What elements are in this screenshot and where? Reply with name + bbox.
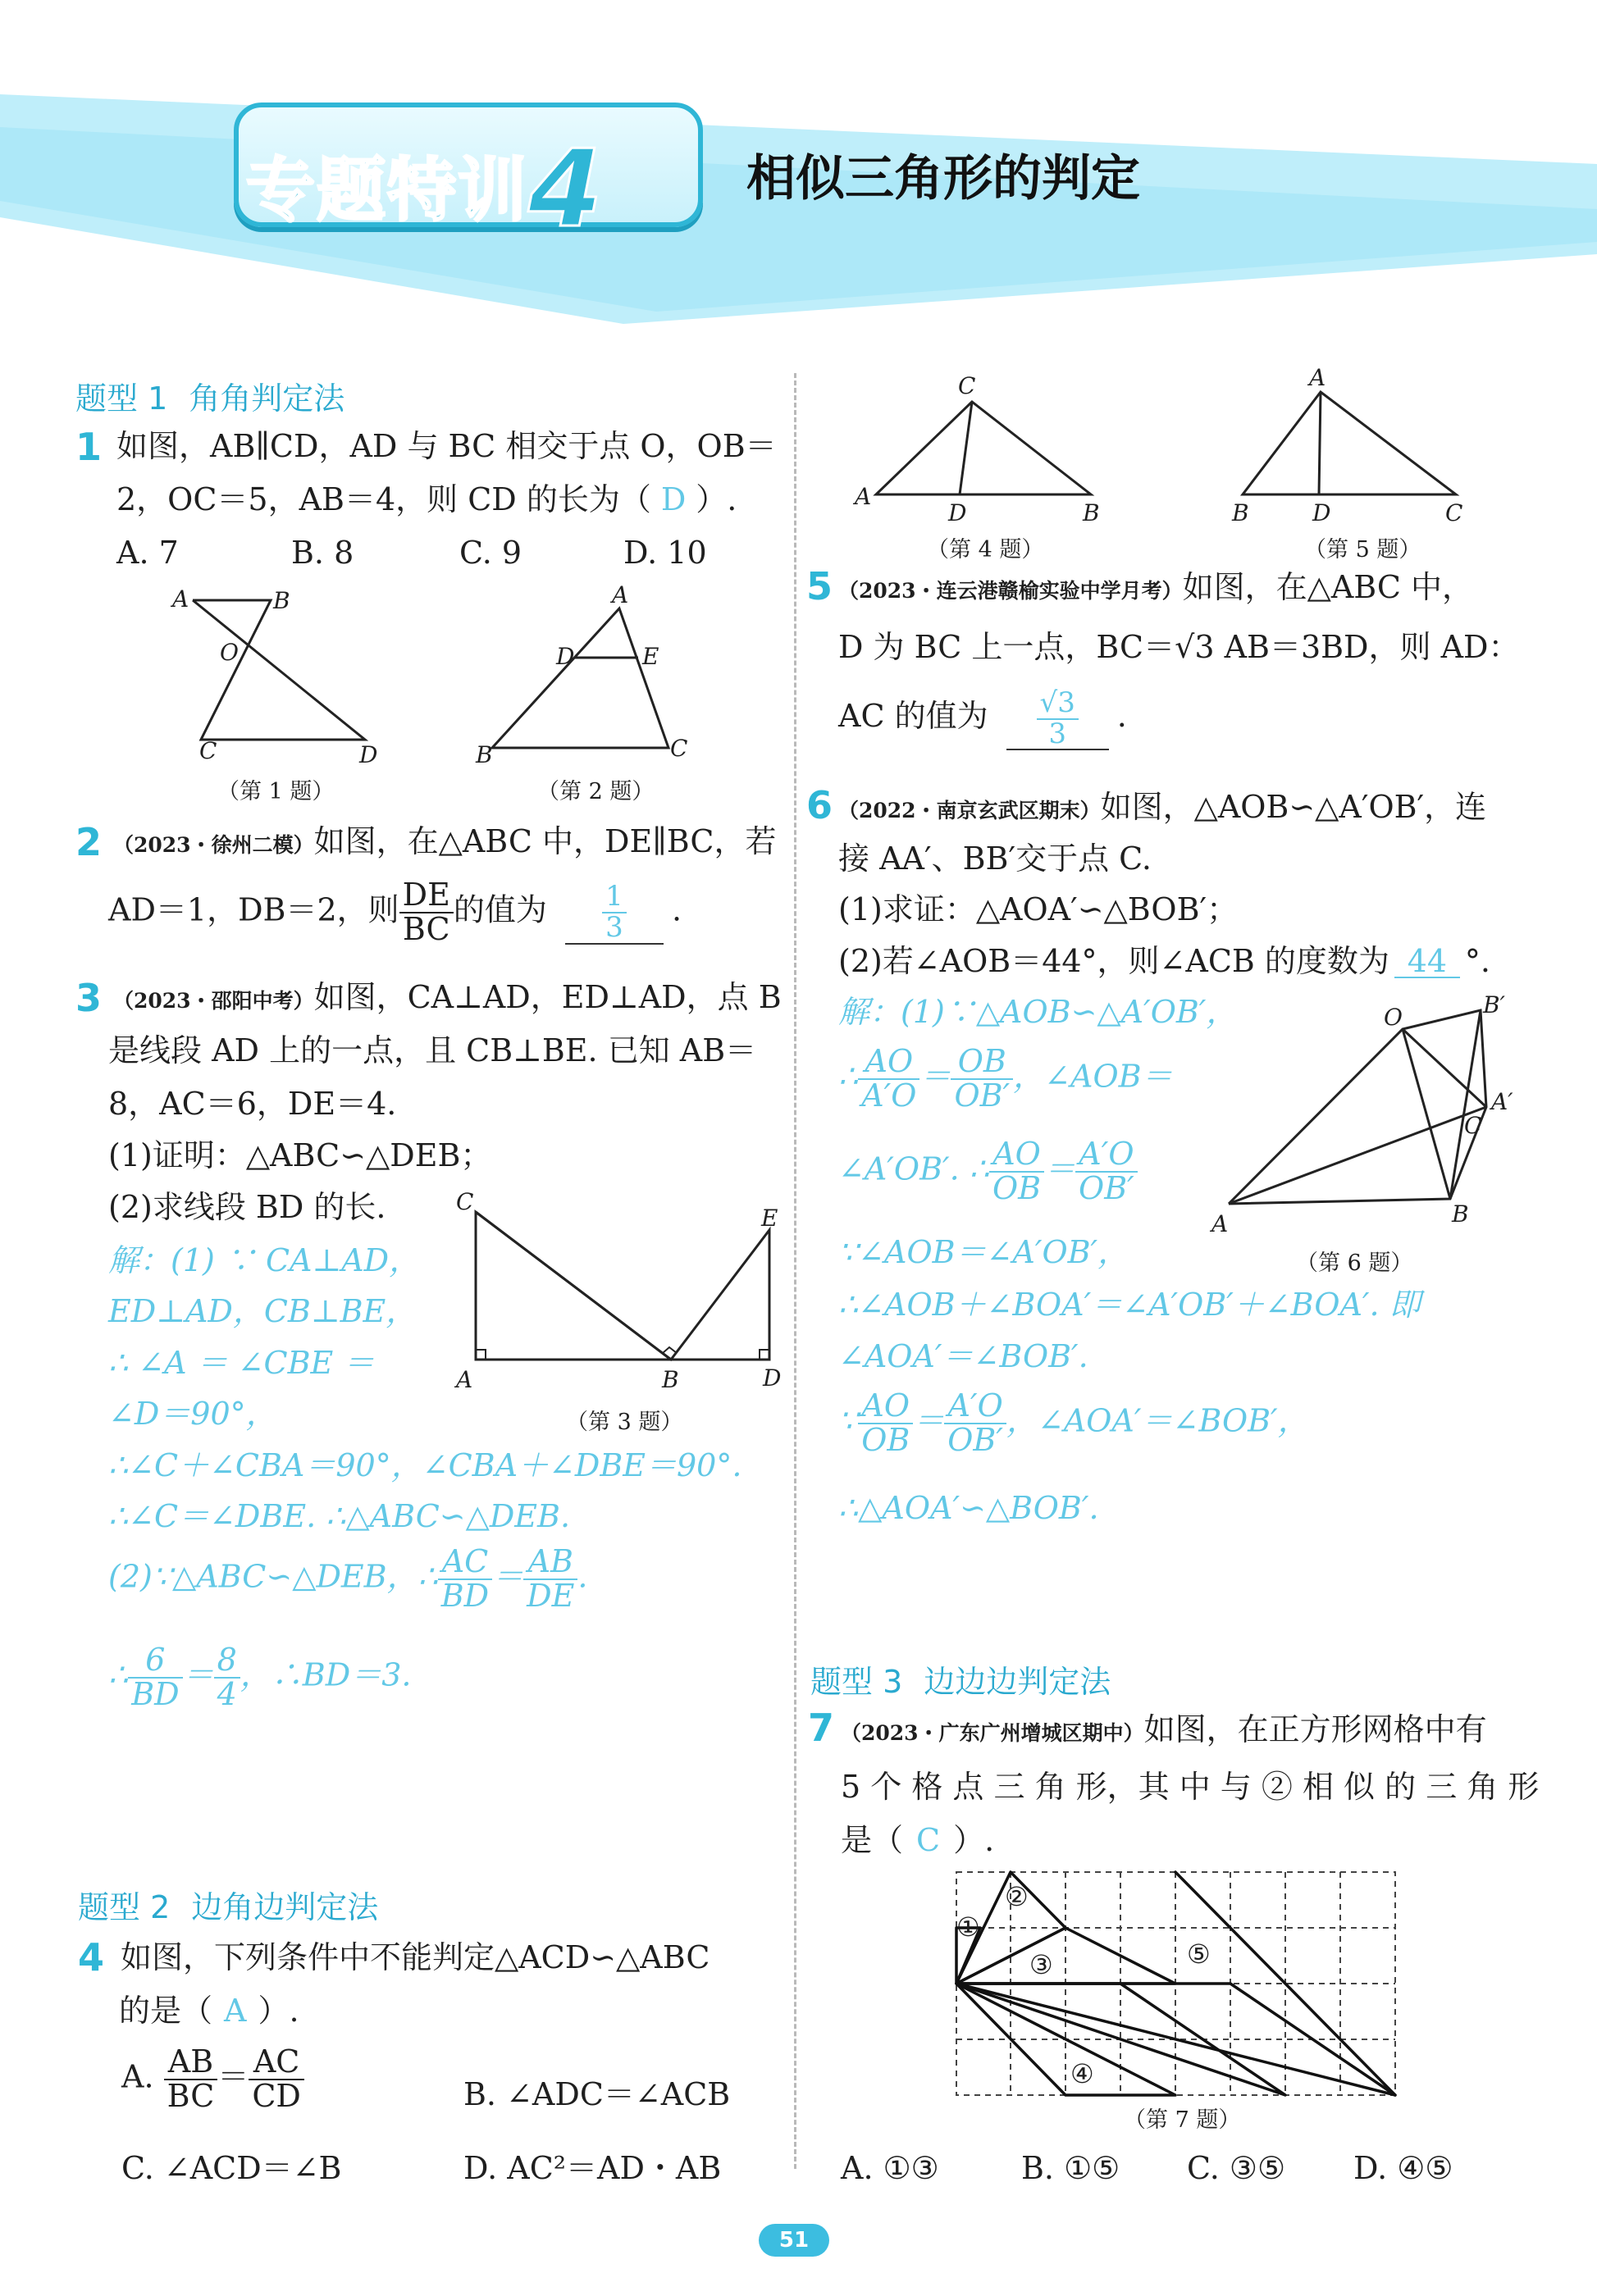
f1-label-a: A <box>172 585 189 613</box>
f2-label-e: E <box>642 643 659 670</box>
q3-line1: （2023・邵阳中考）如图，CA⊥AD，ED⊥AD，点 B <box>113 979 782 1015</box>
f6-label-bp: B′ <box>1483 991 1505 1018</box>
q5-line2: D 为 BC 上一点，BC＝√3 AB＝3BD，则 AD： <box>838 629 1520 665</box>
f1-label-b: B <box>273 587 290 614</box>
q3-solution-1: 解：(1) ∵ CA⊥AD， <box>108 1242 421 1278</box>
q6-part1: (1)求证：△AOA′∽△BOB′； <box>838 891 1239 927</box>
q2-answer: $\frac{1}{3}$ <box>602 882 627 942</box>
q5-line3: AC 的值为 $\frac{√3}{3}$ . <box>838 686 1127 750</box>
q6-solution-8: ∴△AOA′∽△BOB′. <box>838 1490 1099 1526</box>
q6-solution-3: ∠A′OB′. ∴ $\frac{AO}{OB}$ ＝ $\frac{A'O}{OB'}$ <box>838 1138 1138 1205</box>
q4-option-c: C. ∠ACD＝∠B <box>121 2150 342 2186</box>
page-number: 51 <box>759 2224 829 2257</box>
f4-label-c: C <box>958 372 976 399</box>
q4-option-a: A. $\frac{AB}{BC}$ ＝ $\frac{AC}{CD}$ <box>121 2046 304 2113</box>
q3-solution-3: ∴ ∠A ＝ ∠CBE ＝ <box>108 1345 375 1381</box>
q7-line2: 5 个 格 点 三 角 形，其 中 与 ② 相 似 的 三 角 形 <box>841 1769 1540 1805</box>
q6-solution-1: 解：(1)∵△AOB∽△A′OB′， <box>838 994 1238 1030</box>
q7-mark-3: ③ <box>1029 1949 1053 1980</box>
q2-line2: AD＝1，DB＝2，则 $\frac{DE}{BC}$ 的值为 $\frac{1}{3}$ . <box>108 877 682 947</box>
q1-line2: 2，OC＝5，AB＝4，则 CD 的长为（ D ）. <box>116 481 737 517</box>
q6-solution-2: ∴ $\frac{AO}{A'O}$ ＝ $\frac{OB}{OB'}$ ，∠AOB＝ <box>838 1043 1173 1114</box>
f2-label-a: A <box>612 581 629 608</box>
f1-caption: （第 1 题） <box>217 779 335 804</box>
q1-line1: 如图，AB∥CD，AD 与 BC 相交于点 O，OB＝ <box>116 428 777 464</box>
q3-solution-6: ∴∠C＝∠DBE. ∴△ABC∽△DEB. <box>108 1498 571 1534</box>
q2-fraction: $\frac{DE}{BC}$ <box>399 879 454 946</box>
q1-number: 1 <box>75 425 103 469</box>
q3-solution-2: ED⊥AD，CB⊥BE， <box>108 1293 418 1329</box>
q3-solution-5: ∴∠C＋∠CBA＝90°，∠CBA＋∠DBE＝90°. <box>108 1447 742 1483</box>
header-badge-text: 专题特训4 <box>246 126 605 251</box>
q3-line3: 8，AC＝6，DE＝4. <box>108 1086 397 1122</box>
f3-label-e: E <box>761 1205 778 1232</box>
page-title: 相似三角形的判定 <box>746 150 1140 207</box>
q3-part2: (2)求线段 BD 的长. <box>108 1189 386 1225</box>
q7-mark-2: ② <box>1005 1881 1029 1912</box>
f2-label-b: B <box>476 741 493 768</box>
q5-line1: （2023・连云港赣榆实验中学月考）如图，在△ABC 中， <box>838 569 1474 605</box>
f6-label-ap: A′ <box>1491 1088 1513 1115</box>
q1-option-d: D. 10 <box>623 535 707 571</box>
q6-part2: (2)若∠AOB＝44°，则∠ACB 的度数为 44 °. <box>838 943 1490 979</box>
q1-answer: D <box>660 481 687 517</box>
q7-number: 7 <box>808 1706 835 1750</box>
q7-option-b: B. ①⑤ <box>1021 2150 1120 2186</box>
q6-solution-5: ∴∠AOB＋∠BOA′＝∠A′OB′＋∠BOA′. 即 <box>838 1287 1421 1323</box>
f2-caption: （第 2 题） <box>537 779 655 804</box>
f4-label-b: B <box>1083 499 1100 526</box>
q5-number: 5 <box>806 564 833 608</box>
q3-solution-8: ∴ $\frac{6}{BD}$ ＝ $\frac{8}{4}$ ，∴BD＝3. <box>108 1642 412 1712</box>
f6-label-a: A <box>1211 1210 1229 1237</box>
f2-label-d: D <box>556 643 575 670</box>
f1-label-d: D <box>359 741 378 768</box>
q5-answer: $\frac{√3}{3}$ <box>1037 689 1079 749</box>
f6-caption: （第 6 题） <box>1296 1250 1413 1276</box>
q1-option-a: A. 7 <box>116 535 179 571</box>
q3-part1: (1)证明：△ABC∽△DEB； <box>108 1137 492 1173</box>
q7-mark-5: ⑤ <box>1187 1938 1211 1970</box>
q7-mark-1: ① <box>956 1911 980 1943</box>
q6-solution-4: ∵∠AOB＝∠A′OB′， <box>838 1234 1129 1270</box>
q6-solution-6: ∠AOA′＝∠BOB′. <box>838 1338 1088 1374</box>
f3-label-c: C <box>456 1188 474 1215</box>
q7-answer: C <box>916 1822 941 1858</box>
q6-line2: 接 AA′、BB′交于点 C. <box>838 840 1152 877</box>
q6-number: 6 <box>806 783 833 827</box>
q1-option-c: C. 9 <box>459 535 522 571</box>
q4-number: 4 <box>78 1935 105 1979</box>
q6-solution-7: ∵ $\frac{AO}{OB}$ ＝ $\frac{A'O}{OB'}$ ，∠AOA′＝∠BOB′， <box>838 1387 1309 1458</box>
f5-label-c: C <box>1445 499 1463 526</box>
section-3-heading: 题型 3 边边边判定法 <box>810 1664 1111 1700</box>
q4-option-d: D. AC²＝AD・AB <box>463 2150 722 2186</box>
f2-label-c: C <box>670 735 688 762</box>
f3-label-b: B <box>662 1366 679 1393</box>
q4-line2: 的是（ A ）. <box>119 1993 299 2029</box>
q6-line1: （2022・南京玄武区期末）如图，△AOB∽△A′OB′，连 <box>838 789 1487 825</box>
f5-caption: （第 5 题） <box>1304 537 1421 563</box>
q4-option-b: B. ∠ADC＝∠ACB <box>463 2076 731 2112</box>
f3-label-d: D <box>763 1364 782 1392</box>
f5-label-a: A <box>1309 364 1326 391</box>
q3-solution-7: (2)∵△ABC∽△DEB，∴ $\frac{AC}{BD}$ ＝ $\frac{AB}{DE}$ . <box>108 1543 588 1614</box>
f3-caption: （第 3 题） <box>566 1410 683 1435</box>
f1-label-c: C <box>199 737 217 764</box>
f5-label-b: B <box>1232 499 1249 526</box>
f6-label-b: B <box>1452 1200 1469 1228</box>
q4-line1: 如图，下列条件中不能判定△ACD∽△ABC <box>121 1939 710 1975</box>
f6-label-o: O <box>1384 1004 1403 1031</box>
q7-option-a: A. ①③ <box>841 2150 939 2186</box>
f4-caption: （第 4 题） <box>927 537 1044 563</box>
section-1-heading: 题型 1 角角判定法 <box>75 380 345 417</box>
q7-option-d: D. ④⑤ <box>1353 2150 1453 2186</box>
q3-solution-4: ∠D＝90°， <box>108 1396 277 1432</box>
f4-label-a: A <box>855 483 872 510</box>
f5-label-d: D <box>1312 499 1331 526</box>
q2-number: 2 <box>75 820 103 864</box>
q7-option-c: C. ③⑤ <box>1187 2150 1286 2186</box>
q2-line1: （2023・徐州二模）如图，在△ABC 中，DE∥BC，若 <box>113 823 777 859</box>
f1-label-o: O <box>220 639 239 666</box>
f6-label-c: C <box>1464 1112 1482 1139</box>
q4-answer: A <box>224 1993 247 2029</box>
q3-line2: 是线段 AD 上的一点，且 CB⊥BE. 已知 AB＝ <box>108 1032 757 1068</box>
section-2-heading: 题型 2 边角边判定法 <box>78 1889 379 1925</box>
q7-line3: 是（ C ）. <box>841 1822 995 1858</box>
q7-line1: （2023・广东广州增城区期中）如图，在正方形网格中有 <box>841 1711 1487 1747</box>
q1-option-b: B. 8 <box>291 535 354 571</box>
q6-answer: 44 <box>1394 945 1460 978</box>
f4-label-d: D <box>948 499 967 526</box>
q3-number: 3 <box>75 976 103 1020</box>
f7-caption: （第 7 题） <box>1124 2107 1241 2133</box>
q7-mark-4: ④ <box>1070 2058 1094 2089</box>
f3-label-a: A <box>456 1366 473 1393</box>
